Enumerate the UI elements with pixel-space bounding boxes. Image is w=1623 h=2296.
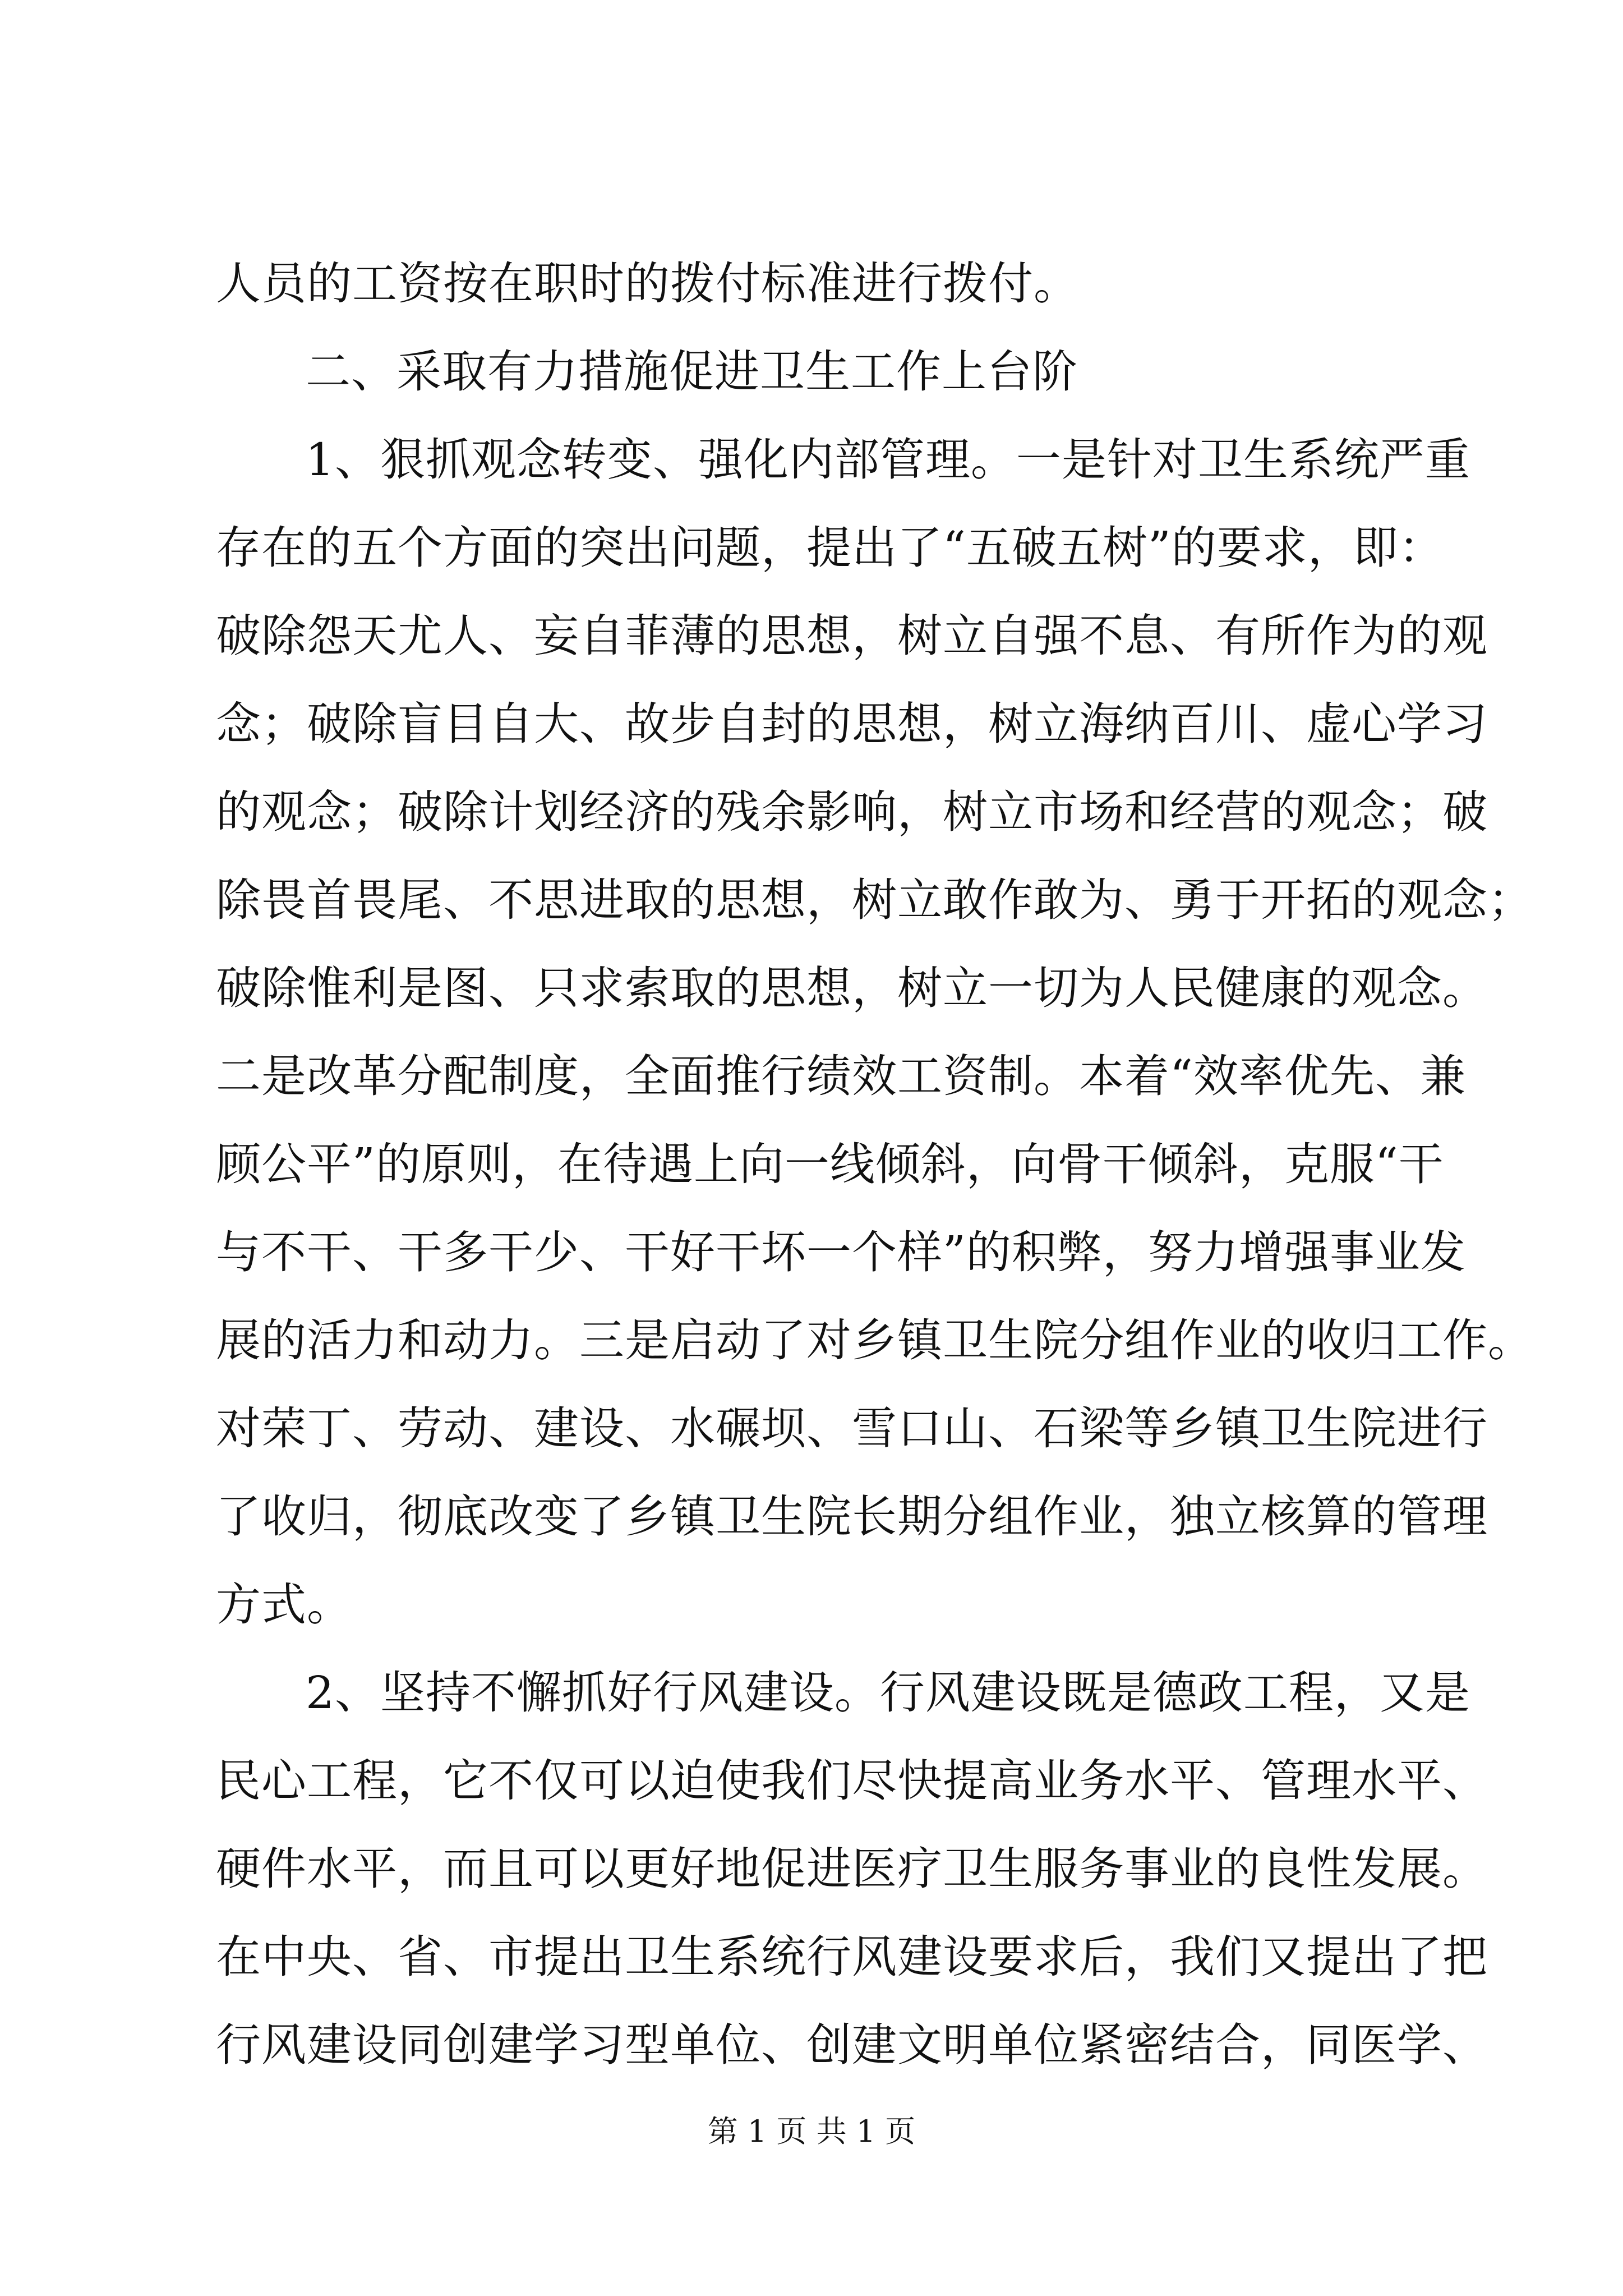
section-heading: 二、采取有力措施促进卫生工作上台阶 [306,346,1078,398]
text-line: 人员的工资按在职时的拨付标准进行拨付。 [216,257,1079,310]
paragraph-line: 2、坚持不懈抓好行风建设。行风建设既是德政工程，又是 [306,1667,1470,1719]
page-footer [0,2109,1623,2154]
paragraph-line: 1、狠抓观念转变、强化内部管理。一是针对卫生系统严重 [306,434,1470,486]
paragraph-line: 存在的五个方面的突出问题，提出了“五破五树”的要求，即： [216,522,1444,574]
paragraph-line: 二是改革分配制度，全面推行绩效工资制。本着“效率优先、兼 [216,1050,1466,1102]
paragraph-line: 了收归，彻底改变了乡镇卫生院长期分组作业，独立核算的管理 [216,1490,1488,1543]
paragraph-line: 念；破除盲目自大、故步自封的思想，树立海纳百川、虚心学习 [216,698,1488,750]
paragraph-line: 的观念；破除计划经济的残余影响，树立市场和经营的观念；破 [216,786,1488,838]
paragraph-line: 除畏首畏尾、不思进取的思想，树立敢作敢为、勇于开拓的观念； [216,874,1533,926]
paragraph-line: 破除怨天尤人、妄自菲薄的思想，树立自强不息、有所作为的观 [216,610,1488,662]
paragraph-line: 方式。 [216,1579,352,1631]
paragraph-line: 顾公平”的原则，在待遇上向一线倾斜，向骨干倾斜，克服“干 [216,1138,1444,1190]
paragraph-line: 在中央、省、市提出卫生系统行风建设要求后，我们又提出了把 [216,1931,1488,1983]
paragraph-line: 与不干、干多干少、干好干坏一个样”的积弊，努力增强事业发 [216,1226,1466,1278]
document-body [216,240,1533,2089]
page-number: 第 1 页 共 1 页 [707,2114,916,2149]
paragraph-line: 破除惟利是图、只求索取的思想，树立一切为人民健康的观念。 [216,962,1488,1014]
paragraph-line: 硬件水平，而且可以更好地促进医疗卫生服务事业的良性发展。 [216,1843,1488,1895]
paragraph-line: 对荣丁、劳动、建设、水碾坝、雪口山、石梁等乡镇卫生院进行 [216,1402,1488,1455]
paragraph-line: 民心工程，它不仅可以迫使我们尽快提高业务水平、管理水平、 [216,1755,1488,1807]
paragraph-line: 行风建设同创建学习型单位、创建文明单位紧密结合，同医学、 [216,2019,1488,2071]
paragraph-line: 展的活力和动力。三是启动了对乡镇卫生院分组作业的收归工作。 [216,1314,1533,1366]
